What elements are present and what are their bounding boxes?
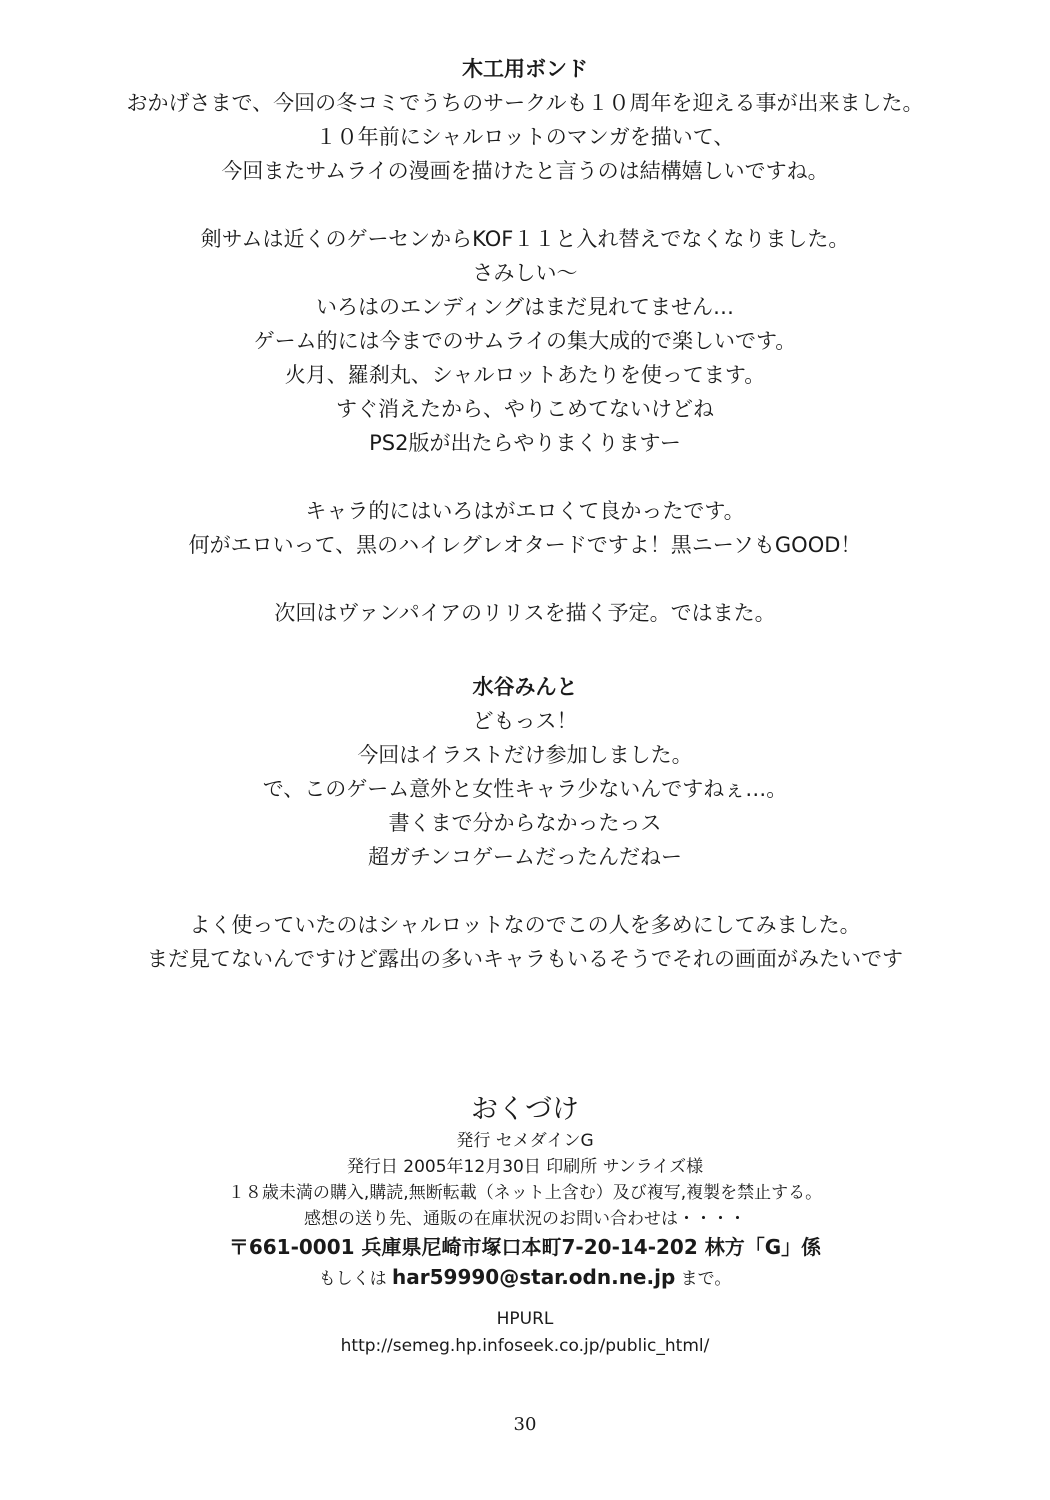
afterword-section-1 bbox=[0, 52, 1050, 630]
email-address-link[interactable]: har59990@star.odn.ne.jp bbox=[392, 1265, 676, 1289]
email-suffix: まで。 bbox=[680, 1269, 732, 1289]
paragraph-gap bbox=[0, 874, 1050, 908]
afterword-section-2 bbox=[0, 670, 1050, 976]
page-number: 30 bbox=[513, 1414, 537, 1435]
author-name: 木工用ボンド bbox=[462, 57, 588, 81]
text-line: 超ガチンコゲームだったんだねー bbox=[368, 845, 682, 869]
text-line: おかげさまで、今回の冬コミでうちのサークルも１０周年を迎える事が出来ました。 bbox=[126, 91, 924, 115]
email-prefix: もしくは bbox=[318, 1269, 387, 1289]
colophon-title: おくづけ bbox=[471, 1094, 579, 1125]
paragraph-gap bbox=[0, 562, 1050, 596]
copyright-notice: １８歳未満の購入,購読,無断転載（ネット上含む）及び複写,複製を禁止する。 bbox=[227, 1183, 823, 1203]
text-line: １０年前にシャルロットのマンガを描いて、 bbox=[315, 125, 735, 149]
text-line: 剣サムは近くのゲーセンからKOF１１と入れ替えでなくなりました。 bbox=[200, 227, 850, 251]
text-line: 書くまで分からなかったっス bbox=[388, 811, 662, 835]
text-line: まだ見てないんですけど露出の多いキャラもいるそうでそれの画面がみたいです bbox=[147, 947, 903, 971]
paragraph-gap bbox=[0, 460, 1050, 494]
homepage-label: HPURL bbox=[496, 1309, 554, 1329]
paragraph-gap bbox=[0, 188, 1050, 222]
publication-date-line: 発行日 2005年12月30日 印刷所 サンライズ様 bbox=[346, 1157, 704, 1177]
postal-address: 〒661-0001 兵庫県尼崎市塚口本町7-20-14-202 林方「G」係 bbox=[228, 1235, 822, 1259]
text-line: 次回はヴァンパイアのリリスを描く予定。ではまた。 bbox=[274, 601, 776, 625]
inquiry-line: 感想の送り先、通販の在庫状況のお問い合わせは・・・・ bbox=[304, 1209, 746, 1229]
text-line: 今回またサムライの漫画を描けたと言うのは結構嬉しいですね。 bbox=[221, 159, 829, 183]
text-line: さみしい～ bbox=[472, 261, 578, 285]
homepage-url-link[interactable]: http://semeg.hp.infoseek.co.jp/public_html/ bbox=[340, 1336, 710, 1356]
text-line: キャラ的にはいろはがエロくて良かったです。 bbox=[305, 499, 745, 523]
text-line: 今回はイラストだけ参加しました。 bbox=[357, 743, 693, 767]
text-line: 火月、羅刹丸、シャルロットあたりを使ってます。 bbox=[284, 363, 766, 387]
text-line: よく使っていたのはシャルロットなのでこの人を多めにしてみました。 bbox=[189, 913, 861, 937]
text-line: で、このゲーム意外と女性キャラ少ないんですねぇ…。 bbox=[262, 777, 788, 801]
colophon bbox=[0, 1092, 1050, 1360]
text-line: PS2版が出たらやりまくりますー bbox=[369, 431, 681, 455]
text-line: すぐ消えたから、やりこめてないけどね bbox=[336, 397, 714, 421]
text-line: 何がエロいって、黒のハイレグレオタードですよ！黒ニーソもGOOD！ bbox=[188, 533, 862, 557]
text-line: いろはのエンディングはまだ見れてません… bbox=[316, 295, 734, 319]
author-name: 水谷みんと bbox=[472, 675, 578, 699]
publisher-line: 発行 セメダインG bbox=[456, 1131, 594, 1151]
email-contact-line bbox=[0, 1262, 1050, 1292]
text-line: どもっス！ bbox=[472, 709, 578, 733]
text-line: ゲーム的には今までのサムライの集大成的で楽しいです。 bbox=[253, 329, 797, 353]
